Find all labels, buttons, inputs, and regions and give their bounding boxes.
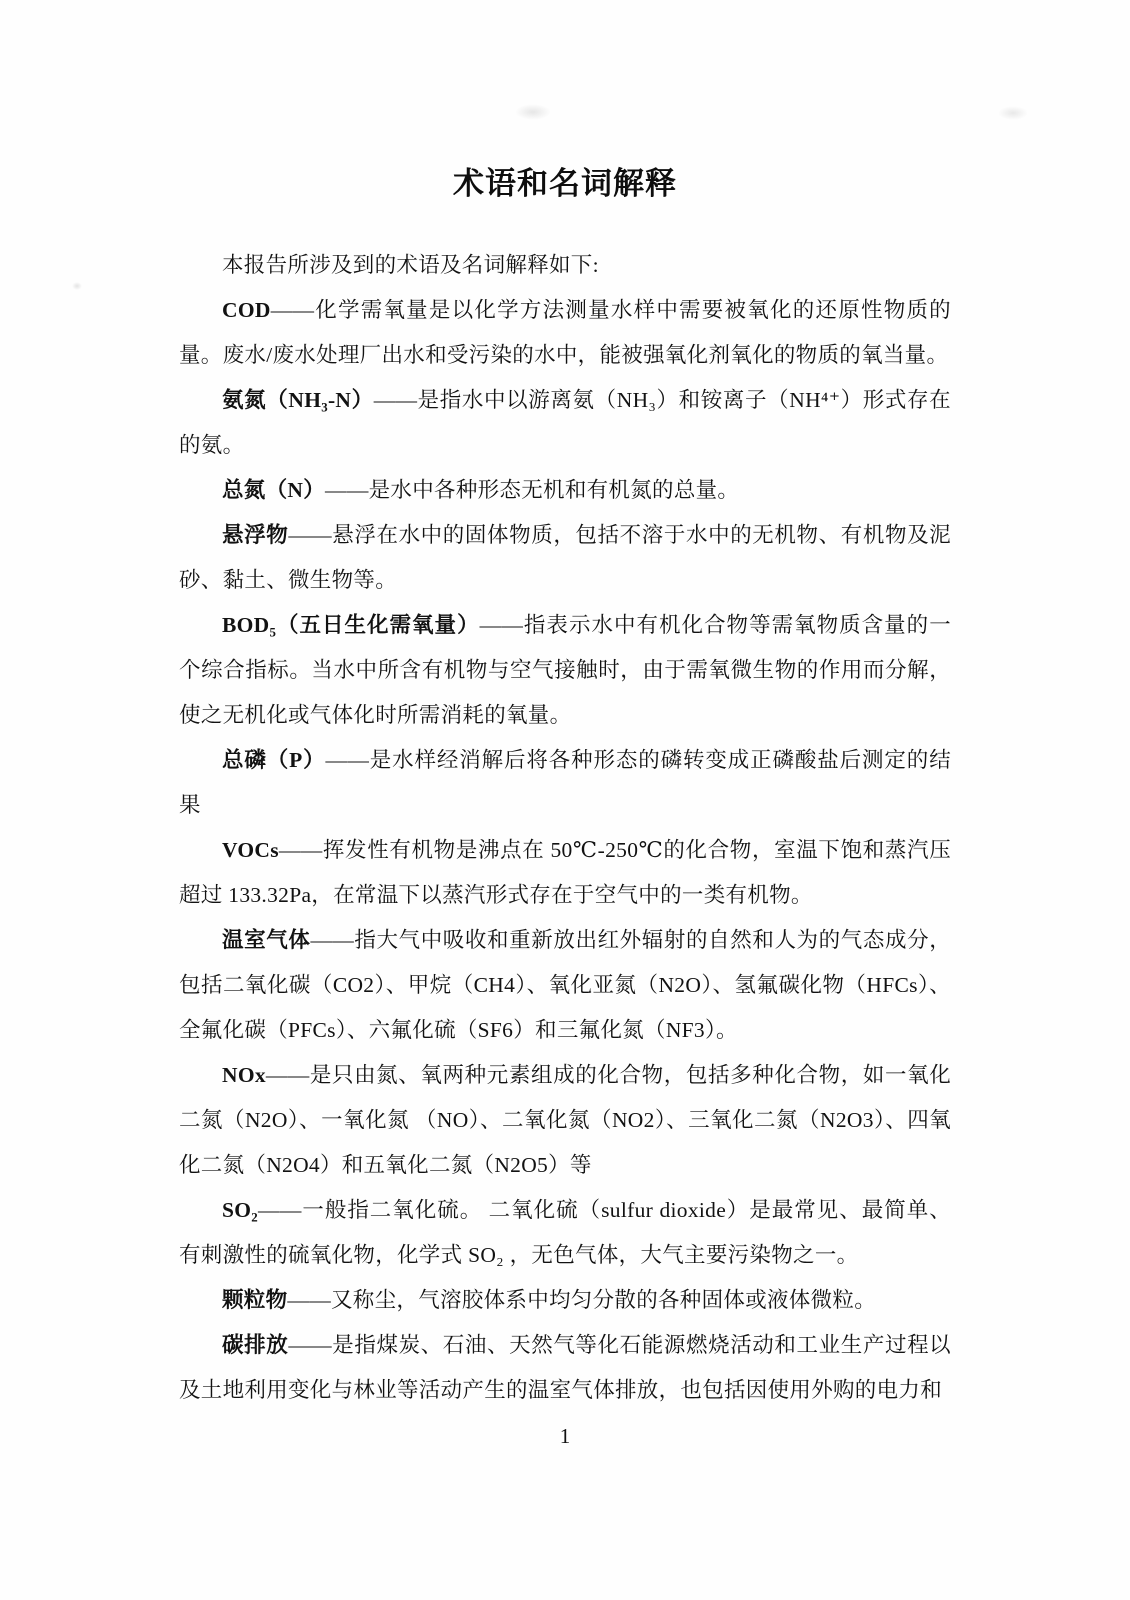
term-definition: ——挥发性有机物是沸点在 50℃-250℃的化合物，室温下饱和蒸汽压超过 133.32Pa，在常温下以蒸汽形式存在于空气中的一类有机物。 [179,838,951,907]
term-paragraph-ammonia-nitrogen [179,378,951,468]
term-definition: ——是水样经消解后将各种形态的磷转变成正磷酸盐后测定的结果 [179,748,951,817]
term-definition: ——是指煤炭、石油、天然气等化石能源燃烧活动和工业生产过程以及土地利用变化与林业等活动产生的温室气体排放，也包括因使用外购的电力和 [179,1333,951,1402]
term-paragraph-cod [179,288,951,378]
term-paragraph-particulate-matter [179,1278,951,1323]
term-paragraph-so2 [179,1188,951,1278]
term-name: 颗粒物 [222,1288,288,1312]
term-name: SO₂ [222,1198,259,1222]
scan-artifact [998,106,1028,120]
term-paragraph-total-nitrogen [179,468,951,513]
term-definition: ——是指水中以游离氨（NH₃）和铵离子（NH⁴⁺）形式存在的氨。 [179,388,951,457]
term-definition: ——是只由氮、氧两种元素组成的化合物，包括多种化合物，如一氧化二氮（N2O）、一氧化氮 （NO）、二氧化氮（NO2）、三氧化二氮（N2O3）、四氧化二氮（N2O4）和五氧化二氮（N2O5）等 [179,1063,951,1177]
document-body [179,243,951,1413]
term-name: 悬浮物 [222,523,289,547]
term-paragraph-suspended-solids [179,513,951,603]
page-number: 1 [559,1424,571,1448]
term-name: NOx [222,1063,266,1087]
term-name: BOD₅（五日生化需氧量） [222,613,480,637]
scan-artifact [515,104,551,120]
term-paragraph-total-phosphorus [179,738,951,828]
term-name: VOCs [222,838,279,862]
term-definition: ——又称尘，气溶胶体系中均匀分散的各种固体或液体微粒。 [287,1288,877,1312]
term-paragraph-carbon-emission [179,1323,951,1413]
term-paragraph-nox [179,1053,951,1188]
intro-paragraph: 本报告所涉及到的术语及名词解释如下: [222,253,599,277]
term-name: 总氮（N） [222,478,326,502]
term-definition: ——一般指二氧化硫。 二氧化硫（sulfur dioxide）是最常见、最简单、有刺激性的硫氧化物，化学式 SO₂ ，无色气体，大气主要污染物之一。 [179,1198,951,1267]
scan-artifact [72,282,82,290]
term-name: 温室气体 [222,928,311,952]
page-title: 术语和名词解释 [453,166,677,201]
term-definition: ——是水中各种形态无机和有机氮的总量。 [325,478,740,502]
term-name: COD [222,298,271,322]
term-definition: ——化学需氧量是以化学方法测量水样中需要被氧化的还原性物质的量。废水/废水处理厂出水和受污染的水中，能被强氧化剂氧化的物质的氧当量。 [179,298,951,367]
term-definition: ——悬浮在水中的固体物质，包括不溶于水中的无机物、有机物及泥砂、黏土、微生物等。 [179,523,951,592]
term-definition: ——指大气中吸收和重新放出红外辐射的自然和人为的气态成分，包括二氧化碳（CO2）、甲烷（CH4）、氧化亚氮（N2O）、氢氟碳化物（HFCs）、全氟化碳（PFCs）、六氟化硫（SF6）和三氟化氮（NF3）。 [179,928,952,1042]
term-paragraph-bod5 [179,603,951,738]
term-paragraph-greenhouse-gas [179,918,951,1053]
term-name: 总磷（P） [222,748,326,772]
term-name: 氨氮（NH₃-N） [222,388,374,412]
term-definition: ——指表示水中有机化合物等需氧物质含量的一个综合指标。当水中所含有机物与空气接触时，由于需氧微生物的作用而分解，使之无机化或气体化时所需消耗的氧量。 [179,613,951,727]
term-paragraph-vocs [179,828,951,918]
term-name: 碳排放 [222,1333,289,1357]
